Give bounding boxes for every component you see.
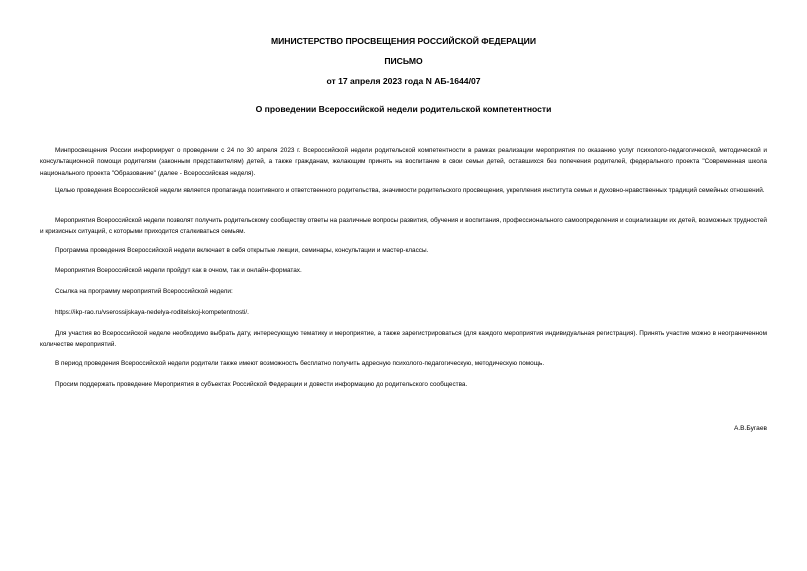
body-paragraph: Целью проведения Всероссийской недели является пропаганда позитивного и ответственного родительства, значимости родительского просвещения, укрепления института семьи и духовно-нравственных традиций семейных отношений. [55,187,765,194]
issuer-title: МИНИСТЕРСТВО ПРОСВЕЩЕНИЯ РОССИЙСКОЙ ФЕДЕРАЦИИ [270,36,537,46]
body-paragraph: Мероприятия Всероссийской недели пройдут как в очном, так и онлайн-форматах. [55,267,302,274]
document-subject: О проведении Всероссийской недели родительской компетентности [255,104,552,114]
body-paragraph: Просим поддержать проведение Мероприятия в субъектах Российской Федерации и довести информацию до родительского сообщества. [55,381,468,388]
signatory-name: А.В.Бугаев [733,425,767,432]
body-paragraph: Минпросвещения России информирует о проведении с 24 по 30 апреля 2023 г. Всероссийской недели родительской компетентности в рамках реализации мероприятия по оказанию услуг психолого-педагогической, методической и консультационной помощи родителям (законным представителям) детей, а также гражданам, желающим принять на воспитание в свои семьи детей, оставшихся без попечения родителей, федерального проекта "Современная школа национального проекта "Образование" (далее - Всероссийская неделя). [40,147,767,177]
document-type: ПИСЬМО [384,56,423,66]
body-paragraph: Для участия во Всероссийской неделе необходимо выбрать дату, интересующую тематику и мероприятие, а также зарегистрироваться (для каждого мероприятия индивидуальная регистрация). Принять участие можно в неограниченном количестве мероприятий. [40,330,767,349]
document-date-number: от 17 апреля 2023 года N АБ-1644/07 [326,76,481,86]
program-link[interactable]: https://ikp-rao.ru/vserossijskaya-nedelya-roditelskoj-kompetentnosti/. [55,309,249,316]
body-paragraph: Мероприятия Всероссийской недели позволят получить родительскому сообществу ответы на различные вопросы развития, обучения и воспитания, профессионального самоопределения и социализации их детей, возможных трудностей и кризисных ситуаций, с которыми приходится сталкиваться семьям. [40,217,767,236]
body-paragraph: Программа проведения Всероссийской недели включает в себя открытые лекции, семинары, консультации и мастер-классы. [55,247,429,254]
body-paragraph: В период проведения Всероссийской недели родители также имеют возможность бесплатно получить адресную психолого-педагогическую, методическую помощь. [55,360,545,367]
body-paragraph: Ссылка на программу мероприятий Всероссийской недели: [55,288,233,295]
